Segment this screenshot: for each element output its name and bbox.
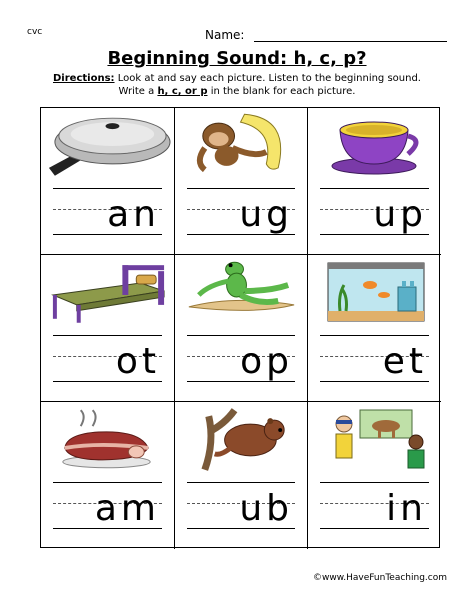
directions-letters: h, c, or p (157, 86, 208, 97)
footer-credit: ©www.HaveFunTeaching.com (312, 573, 447, 583)
page-title: Beginning Sound: h, c, p? (107, 48, 367, 69)
directions-text-2a: Write a (118, 86, 155, 97)
directions-text-2b: in the blank for each picture. (210, 86, 356, 97)
word-ending: am (94, 488, 160, 529)
frying-pan-icon (41, 108, 174, 178)
hopping-frog-icon (175, 255, 307, 325)
word-ending: ub (239, 488, 293, 529)
directions-line-1 (0, 72, 474, 85)
cell-pin (308, 402, 441, 549)
cell-pan (41, 108, 175, 255)
word-ending: op (240, 341, 293, 382)
write-line-top (53, 482, 162, 483)
name-blank[interactable] (254, 41, 447, 42)
cell-frog (175, 255, 308, 402)
kids-pin-tail-donkey-icon (308, 402, 441, 472)
write-line-top (320, 188, 429, 189)
word-ending: an (107, 194, 160, 235)
write-line-top (53, 188, 162, 189)
directions (0, 72, 474, 98)
directions-line-2 (0, 85, 474, 98)
worksheet-grid (40, 107, 440, 548)
word-ending: ug (239, 194, 293, 235)
word-ending: ot (115, 341, 160, 382)
fish-tank-pet-icon (308, 255, 441, 325)
teacup-icon (308, 108, 441, 178)
word-ending: up (373, 194, 427, 235)
ham-on-plate-icon (41, 402, 174, 472)
cot-bed-icon (41, 255, 174, 325)
cell-pet (308, 255, 441, 402)
name-label: Name: (205, 28, 245, 42)
write-line-top (53, 335, 162, 336)
cell-monkey (175, 108, 308, 255)
cell-cot (41, 255, 175, 402)
write-line-top (187, 335, 295, 336)
write-line-top (187, 188, 295, 189)
cell-cup (308, 108, 441, 255)
word-ending: et (382, 341, 427, 382)
cell-cub (175, 402, 308, 549)
write-line-top (187, 482, 295, 483)
cell-ham (41, 402, 175, 549)
write-line-top (320, 335, 429, 336)
directions-lead: Directions: (53, 73, 115, 84)
directions-text-1: Look at and say each picture. Listen to the beginning sound. (117, 73, 421, 84)
worksheet-tag: cvc (27, 27, 43, 37)
write-line-top (320, 482, 429, 483)
bear-cub-on-branch-icon (175, 402, 307, 472)
monkey-hugging-banana-icon (175, 108, 307, 178)
word-ending: in (386, 488, 427, 529)
